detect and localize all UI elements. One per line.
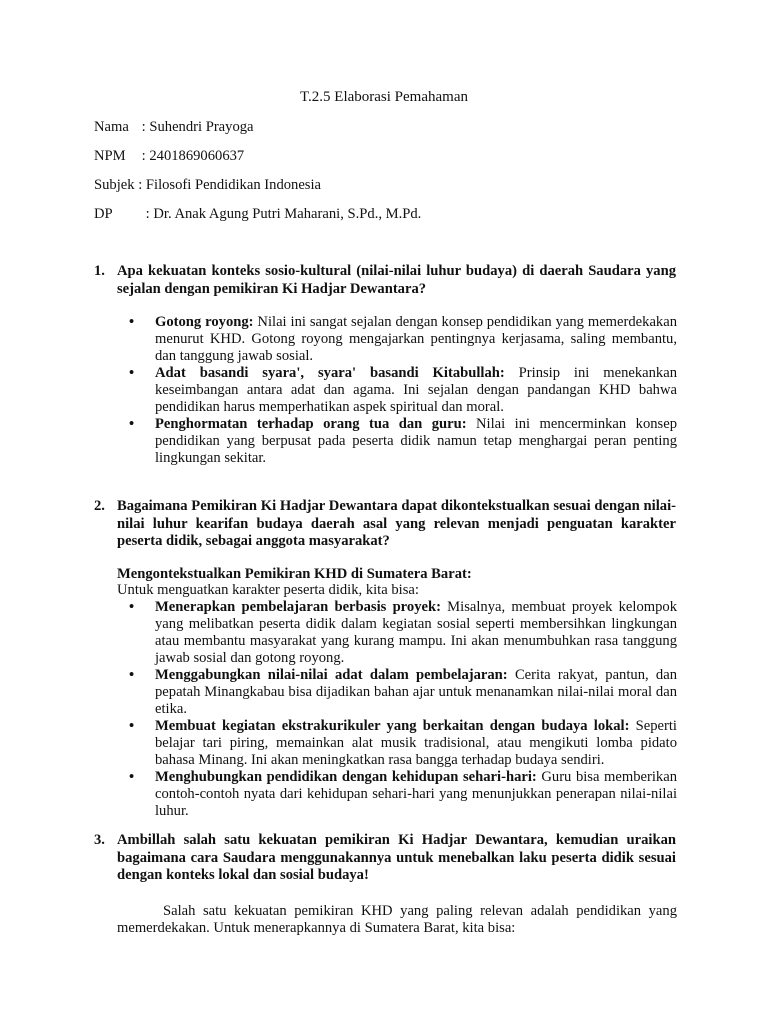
item-heading: Menggabungkan nilai-nilai adat dalam pembelajaran: [155, 667, 508, 683]
item-heading: Membuat kegiatan ekstrakurikuler yang berkaitan dengan budaya lokal: [155, 718, 630, 734]
bullet-icon: • [129, 365, 135, 381]
item-text: Nilai ini sangat sejalan dengan konsep pendidikan yang memerdekakan menurut KHD. Gotong royong mengajarkan pentingnya kerjasama, saling membantu, dan tanggung jawab sosial. [155, 314, 677, 364]
bullet-icon: • [129, 314, 135, 330]
question-3 [94, 832, 676, 885]
bullet-icon: • [129, 416, 135, 432]
question-number: 2. [94, 498, 105, 514]
question-text: Apa kekuatan konteks sosio-kultural (nilai-nilai luhur budaya) di daerah Saudara yang sejalan dengan pemikiran Ki Hadjar Dewantara? [117, 263, 676, 297]
meta-label: Subjek [94, 177, 135, 193]
question-2 [94, 498, 676, 551]
meta-value: : Dr. Anak Agung Putri Maharani, S.Pd., M.Pd. [145, 206, 422, 222]
bullet-icon: • [129, 718, 135, 734]
meta-value: : 2401869060637 [141, 148, 245, 164]
list-item [117, 667, 677, 718]
paragraph-text: Salah satu kekuatan pemikiran KHD yang paling relevan adalah pendidikan yang memerdekakan. Untuk menerapkannya di Sumatera Barat, kita bisa: [117, 903, 677, 936]
item-text: Prinsip ini menekankan keseimbangan antara adat dan agama. Ini sejalan dengan pandangan KHD bahwa pendidikan harus memperhatikan aspek spiritual dan moral. [155, 365, 677, 415]
meta-npm-row [94, 146, 244, 166]
question-text: Bagaimana Pemikiran Ki Hadjar Dewantara dapat dikontekstualkan sesuai dengan nilai-nilai luhur kearifan budaya daerah asal yang relevan menjadi penguatan karakter peserta didik, sebagai anggota masyarakat? [117, 498, 676, 549]
meta-value: : Filosofi Pendidikan Indonesia [138, 177, 322, 193]
item-text: Misalnya, membuat proyek kelompok yang melibatkan peserta didik dalam kegiatan sosial seperti membersihkan lingkungan atau membantu masyarakat yang kurang mampu. Ini akan menumbuhkan rasa tanggung jawab sosial dan gotong royong. [155, 599, 677, 666]
list-item [117, 599, 677, 667]
list-item [117, 365, 677, 416]
item-heading: Gotong royong: [155, 314, 254, 330]
q2-answer-list [117, 599, 677, 820]
section-heading: Mengontekstualkan Pemikiran KHD di Sumatera Barat: [117, 566, 472, 582]
question-text: Ambillah salah satu kekuatan pemikiran Ki Hadjar Dewantara, kemudian uraikan bagaimana cara Saudara menggunakannya untuk menebalkan laku peserta didik sesuai dengan konteks lokal dan sosial budaya! [117, 832, 676, 883]
item-heading: Menghubungkan pendidikan dengan kehidupan sehari-hari: [155, 769, 537, 785]
list-item [117, 769, 677, 820]
bullet-icon: • [129, 599, 135, 615]
answer-paragraph [117, 903, 677, 937]
bullet-icon: • [129, 667, 135, 683]
meta-subject-row [94, 175, 321, 195]
list-item [117, 718, 677, 769]
list-item [117, 314, 677, 365]
question-1 [94, 263, 676, 298]
meta-label: NPM [94, 148, 126, 164]
item-text: Guru bisa memberikan contoh-contoh nyata dari kehidupan sehari-hari yang menunjukkan penerapan nilai-nilai luhur. [155, 769, 677, 819]
question-number: 3. [94, 832, 105, 848]
item-text: Seperti belajar tari piring, memainkan alat musik tradisional, atau mengikuti lomba pidato bahasa Minang. Ini akan meningkatkan rasa bangga terhadap budaya sendiri. [155, 718, 677, 768]
item-heading: Penghormatan terhadap orang tua dan guru: [155, 416, 467, 432]
meta-label: DP [94, 206, 113, 222]
meta-name-row [94, 117, 254, 137]
q1-answer-list [117, 314, 677, 467]
bullet-icon: • [129, 769, 135, 785]
list-item [117, 416, 677, 467]
item-text: Nilai ini mencerminkan konsep pendidikan yang berpusat pada peserta didik namun tetap menghargai peran penting lingkungan sekitar. [155, 416, 677, 466]
item-heading: Adat basandi syara', syara' basandi Kitabullah: [155, 365, 505, 381]
document-title: T.2.5 Elaborasi Pemahaman [299, 89, 468, 105]
meta-supervisor-row [94, 204, 421, 224]
meta-label: Nama [94, 119, 129, 135]
question-number: 1. [94, 263, 105, 279]
item-text: Cerita rakyat, pantun, dan pepatah Minangkabau bisa dijadikan bahan ajar untuk menanamkan nilai-nilai moral dan etika. [155, 667, 677, 717]
section-intro: Untuk menguatkan karakter peserta didik, kita bisa: [117, 582, 419, 598]
meta-value: : Suhendri Prayoga [141, 119, 254, 135]
item-heading: Menerapkan pembelajaran berbasis proyek: [155, 599, 441, 615]
